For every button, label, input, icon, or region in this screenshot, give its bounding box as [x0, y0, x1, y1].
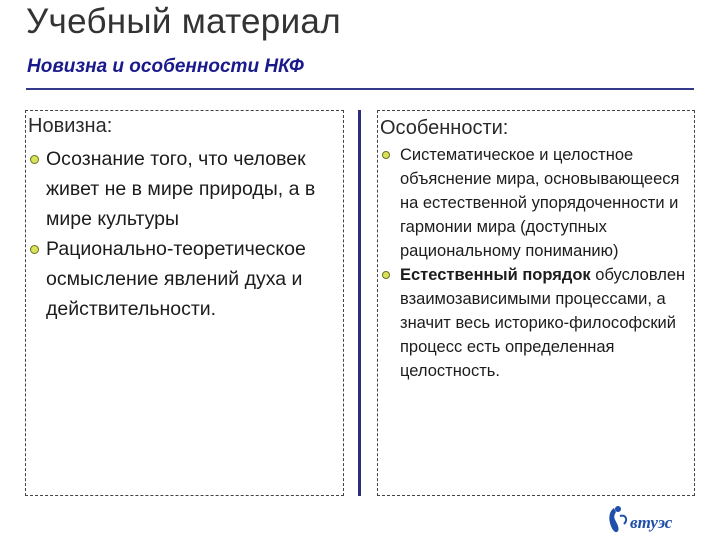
logo-flourish [620, 516, 626, 524]
list-item [28, 234, 338, 324]
features-item-2-text: обусловлен взаимозависимыми процессами, а значит весь историко-философский процесс есть определенная целостность. [400, 266, 686, 380]
bullet-icon [30, 245, 39, 254]
features-item-2-bold: Естественный порядок [400, 266, 591, 284]
list-item [28, 144, 338, 234]
bullet-icon [382, 271, 390, 279]
title-underline [26, 88, 694, 90]
novelty-item-1: Осознание того, что человек живет не в мире природы, а в мире культуры [46, 148, 316, 230]
bullet-icon [382, 151, 390, 159]
novelty-list [28, 144, 338, 324]
column-divider [358, 110, 361, 496]
novelty-panel [25, 110, 344, 496]
novelty-item-2: Рационально-теоретическое осмысление явлений духа и действительности. [46, 238, 306, 320]
features-item-1: Систематическое и целостное объяснение мира, основывающееся на естественной упорядоченности и гармонии мира (доступных рациональному пониманию) [400, 146, 680, 260]
page-subtitle: Новизна и особенности НКФ [27, 56, 304, 77]
logo-text: втуэс [630, 513, 673, 532]
bullet-icon [30, 155, 39, 164]
list-item [380, 143, 692, 263]
page-title: Учебный материал [26, 2, 341, 41]
novelty-heading: Новизна: [28, 115, 113, 137]
features-heading: Особенности: [380, 117, 509, 139]
logo-dot [615, 506, 621, 512]
features-list [380, 143, 692, 383]
list-item [380, 263, 692, 383]
university-logo-icon [604, 504, 696, 536]
features-panel [377, 110, 695, 496]
